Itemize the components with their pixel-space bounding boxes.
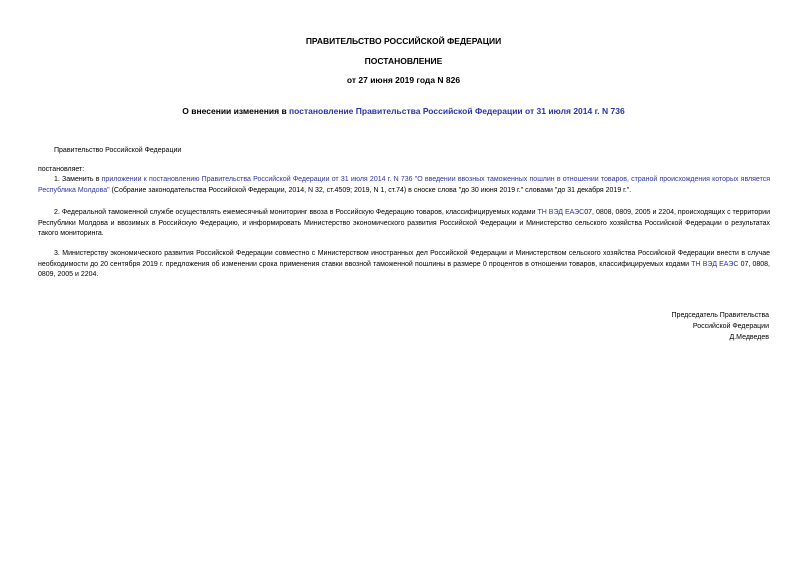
resolves-text: постановляет: <box>38 166 85 173</box>
signature-block <box>672 310 769 343</box>
title-amended-act-link[interactable]: постановление Правительства Российской Федерации от 31 июля 2014 г. N 736 <box>289 106 625 116</box>
paragraph-3-text-after: 07, 0808, 0809, 2005 и 2204. <box>38 260 770 278</box>
date-number-heading: от 27 июня 2019 года N 826 <box>346 75 461 85</box>
paragraph-2-text-after: 07, 0808, 0809, 2005 и 2204, происходящих с территории Республики Молдова и ввозимых в Российскую Федерацию, и информировать Министерство экономического развития Российской Федерации и Министерство сельского хозяйства Российской Федерации о результатах такого мониторинга. <box>38 209 771 237</box>
paragraph-2-text-before: 2. Федеральной таможенной службе осуществлять ежемесячный мониторинг ввоза в Российскую Федерацию товаров, классифицируемых кодами <box>54 209 538 216</box>
document-title <box>0 106 807 117</box>
paragraph-1-appendix-link[interactable]: приложении к постановлению Правительства Российской Федерации от 31 июля 2014 г. N 736 "О введении ввозных таможенных пошлин в отношении товаров, страной происхождения которых является Республика Молдова" <box>38 176 770 194</box>
issuer-text: Правительство Российской Федерации <box>54 147 182 154</box>
paragraph-3-tnved-link[interactable]: ТН ВЭД ЕАЭС <box>691 260 739 268</box>
paragraph-1-text-after: (Собрание законодательства Российской Федерации, 2014, N 32, ст.4509; 2019, N 1, ст.74) в сноске слова "до 30 июня 2019 г." словами "до 31 декабря 2019 г.". <box>109 186 632 194</box>
title-prefix: О внесении изменения в <box>182 106 290 116</box>
paragraph-2 <box>38 208 770 240</box>
signature-organization: Российской Федерации <box>692 323 769 330</box>
paragraph-3 <box>38 249 770 281</box>
government-heading: ПРАВИТЕЛЬСТВО РОССИЙСКОЙ ФЕДЕРАЦИИ <box>305 36 502 46</box>
paragraph-1 <box>38 175 770 196</box>
signature-name: Д.Медведев <box>729 334 769 341</box>
paragraph-3-text-before: 3. Министерству экономического развития Российской Федерации совместно с Министерством иностранных дел Российской Федерации и Министерством сельского хозяйства Российской Федерации внести в случае необходимости до 20 сентября 2019 г. предложения об изменении срока применения ставки ввозной таможенной пошлины в размере 0 процентов в отношении товаров, классифицируемых кодами <box>38 250 770 268</box>
paragraph-1-text-before: 1. Заменить в <box>54 176 102 183</box>
signature-position: Председатель Правительства <box>671 312 769 319</box>
paragraph-2-tnved-link[interactable]: ТН ВЭД ЕАЭС <box>537 209 585 216</box>
document-type-heading: ПОСТАНОВЛЕНИЕ <box>364 56 443 66</box>
